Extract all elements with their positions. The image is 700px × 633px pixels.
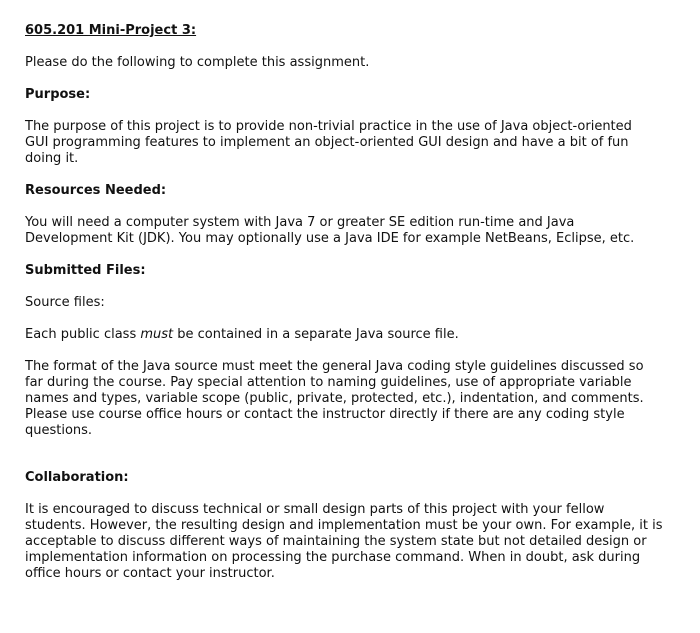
intro-text: Please do the following to complete this assignment. — [25, 55, 370, 70]
resources-text: You will need a computer system with Java 7 or greater SE edition run-time and Java Development Kit (JDK). You may optionally use a Java IDE for example NetBeans, Eclipse, etc. — [25, 215, 635, 246]
source-files-label: Source files: — [25, 295, 105, 310]
class-rule-text — [25, 327, 665, 343]
class-rule-before: Each public class — [25, 327, 141, 342]
collaboration-heading: Collaboration: — [25, 470, 129, 485]
collaboration-text: It is encouraged to discuss technical or small design parts of this project with your fellow students. However, the resulting design and implementation must be your own. For example, it is acceptable to discuss different ways of maintaining the system state but not detailed design or implementation information on processing the purchase command. When in doubt, ask during office hours or contact your instructor. — [25, 502, 663, 581]
document-title: 605.201 Mini-Project 3: — [25, 23, 197, 38]
submitted-files-heading: Submitted Files: — [25, 263, 146, 278]
class-rule-after: be contained in a separate Java source file. — [173, 327, 459, 342]
resources-heading: Resources Needed: — [25, 183, 167, 198]
purpose-text: The purpose of this project is to provide non-trivial practice in the use of Java object-oriented GUI programming features to implement an object-oriented GUI design and have a bit of fun doing it. — [25, 119, 632, 166]
purpose-heading: Purpose: — [25, 87, 91, 102]
format-guidelines-text: The format of the Java source must meet the general Java coding style guidelines discussed so far during the course. Pay special attention to naming guidelines, use of appropriate variable names and types, variable scope (public, private, protected, etc.), indentation, and comments. Please use course office hours or contact the instructor directly if there are any coding style questions. — [25, 359, 644, 438]
class-rule-emphasis: must — [140, 327, 174, 342]
